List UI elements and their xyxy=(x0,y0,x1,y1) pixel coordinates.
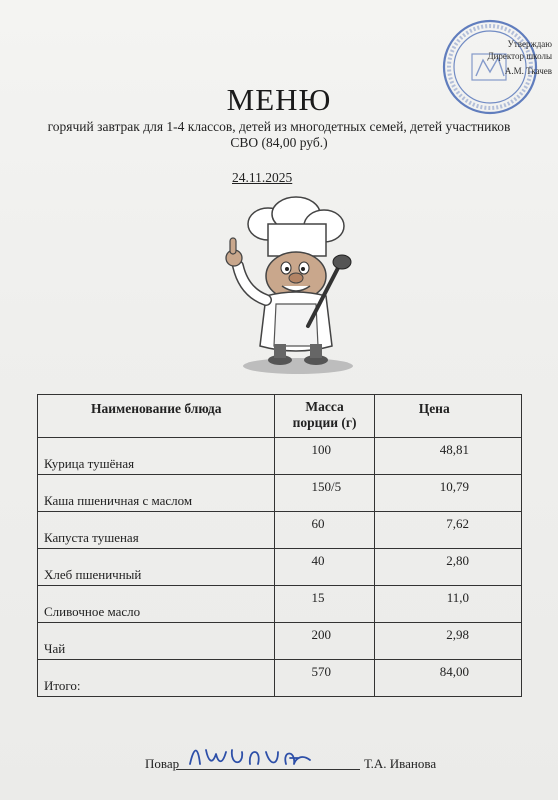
col-header-mass xyxy=(275,395,374,438)
menu-subtitle: горячий завтрак для 1-4 классов, детей из многодетных семей, детей участников СВО (84,00 руб.) xyxy=(47,119,511,150)
col-header-mass-line2: порции (г) xyxy=(292,415,357,430)
dish-price: 48,81 xyxy=(439,442,469,457)
table-row xyxy=(38,512,522,549)
table-row xyxy=(38,438,522,475)
total-row xyxy=(38,660,522,697)
col-header-name: Наименование блюда xyxy=(38,395,275,438)
total-label: Итого: xyxy=(44,678,81,693)
table-row xyxy=(38,549,522,586)
dish-mass: 15 xyxy=(311,590,325,605)
approval-line-3: А.М. Ткачев xyxy=(504,66,552,76)
page-title: МЕНЮ xyxy=(226,82,332,117)
dish-mass: 200 xyxy=(311,627,331,642)
dish-price: 7,62 xyxy=(446,516,469,531)
dish-name: Чай xyxy=(44,641,66,656)
approval-line-1: Утверждаю xyxy=(507,39,552,49)
cook-name: Т.А. Иванова xyxy=(364,756,437,771)
col-header-price: Цена xyxy=(374,395,521,438)
approval-block xyxy=(452,38,552,77)
total-mass: 570 xyxy=(311,664,331,679)
chef-illustration xyxy=(210,196,370,376)
menu-table xyxy=(37,394,522,697)
dish-name: Капуста тушеная xyxy=(44,530,139,545)
dish-mass: 100 xyxy=(311,442,331,457)
dish-name: Каша пшеничная с маслом xyxy=(44,493,193,508)
menu-date: 24.11.2025 xyxy=(232,170,293,185)
col-header-mass-line1: Масса xyxy=(305,399,344,414)
dish-price: 11,0 xyxy=(446,590,469,605)
dish-mass: 150/5 xyxy=(311,479,342,494)
dish-mass: 60 xyxy=(311,516,325,531)
table-row xyxy=(38,586,522,623)
table-row xyxy=(38,623,522,660)
approval-line-2: Директор школы xyxy=(487,51,552,61)
table-row xyxy=(38,475,522,512)
cook-label: Повар xyxy=(145,756,180,771)
dish-price: 10,79 xyxy=(439,479,469,494)
dish-price: 2,80 xyxy=(446,553,469,568)
dish-name: Курица тушёная xyxy=(44,456,135,471)
dish-price: 2,98 xyxy=(446,627,469,642)
dish-mass: 40 xyxy=(311,553,325,568)
total-price: 84,00 xyxy=(439,664,469,679)
dish-name: Хлеб пшеничный xyxy=(44,567,142,582)
dish-name: Сливочное масло xyxy=(44,604,141,619)
handwritten-signature xyxy=(186,740,326,772)
table-header-row xyxy=(38,395,522,438)
